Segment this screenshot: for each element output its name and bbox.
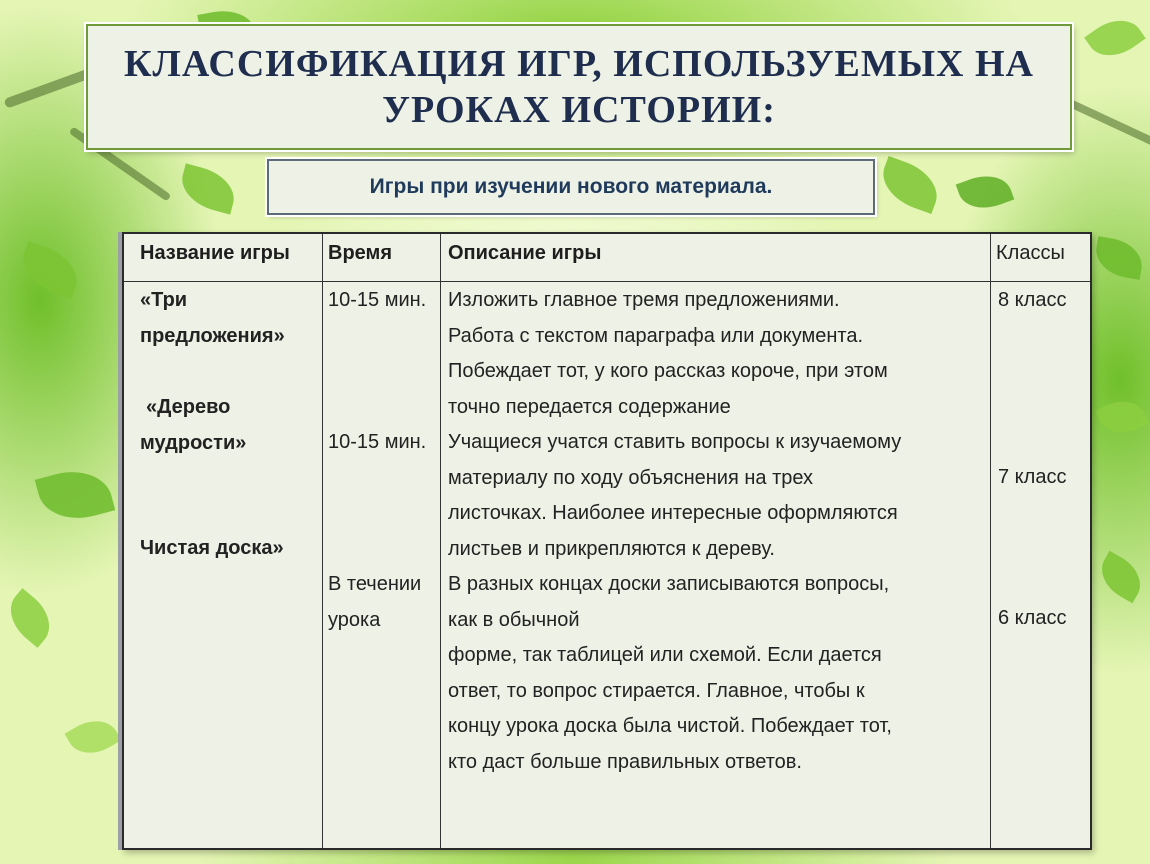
game-name-1: «Три предложения» [140, 289, 285, 347]
header-classes: Классы [996, 242, 1065, 264]
description-line: Учащиеся учатся ставить вопросы к изучаемому [448, 431, 902, 453]
game-name-2: «Дерево мудрости» [140, 396, 247, 454]
description-line: материалу по ходу объяснения на трех [448, 466, 814, 489]
column-divider [440, 234, 441, 848]
title-box [86, 24, 1072, 150]
column-divider [990, 234, 991, 848]
description-line: листьев и прикрепляются к дереву. [448, 537, 775, 560]
subtitle-box [267, 159, 875, 215]
section-subtitle: Игры при изучении нового материала. [369, 175, 773, 198]
page-title: КЛАССИФИКАЦИЯ ИГР, ИСПОЛЬЗУЕМЫХ НА УРОКАХ ИСТОРИИ: [124, 43, 1034, 131]
game-class-2: 7 класс [998, 466, 1067, 488]
description-line: Изложить главное тремя предложениями. [448, 289, 840, 311]
header-divider [124, 281, 1090, 282]
description-line: концу урока доска была чистой. Побеждает тот, [448, 715, 892, 737]
description-line: ответ, то вопрос стирается. Главное, чтобы к [448, 679, 865, 702]
header-name: Название игры [140, 242, 290, 264]
game-class-1: 8 класс [998, 289, 1067, 311]
description-line: Работа с текстом параграфа или документа. [448, 324, 864, 347]
game-time-2: 10-15 мин. [328, 431, 427, 453]
game-time-3: В течении урока [328, 573, 422, 631]
description-line: листочках. Наиболее интересные оформляются [448, 502, 898, 524]
description-line: кто даст больше правильных ответов. [448, 750, 802, 773]
description-line: как в обычной [448, 608, 580, 631]
description-text [448, 283, 986, 780]
game-time-1: 10-15 мин. [328, 289, 427, 311]
description-line: Побеждает тот, у кого рассказ короче, при этом [448, 360, 888, 382]
header-description: Описание игры [448, 242, 602, 264]
description-line: форме, так таблицей или схемой. Если дается [448, 644, 882, 666]
game-class-3: 6 класс [998, 607, 1067, 629]
games-table [122, 232, 1092, 850]
description-line: точно передается содержание [448, 395, 731, 418]
header-time: Время [328, 242, 392, 264]
column-divider [322, 234, 323, 848]
description-line: В разных концах доски записываются вопросы, [448, 573, 890, 595]
game-name-3: Чистая доска» [140, 537, 284, 559]
